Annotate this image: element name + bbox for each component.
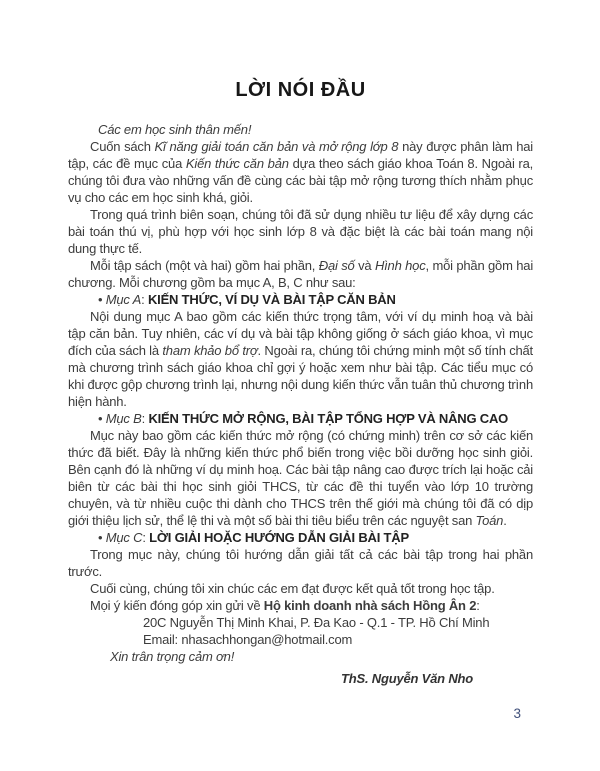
section-b-heading: [68, 410, 533, 427]
paragraph-contact: [68, 597, 533, 614]
paragraph-intro: [68, 138, 533, 206]
bullet-icon: •: [98, 292, 106, 307]
section-c-body: Trong mục này, chúng tôi hướng dẫn giải tất cả các bài tập trong hai phần trước.: [68, 547, 533, 579]
thanks-line: Xin trân trọng cảm ơn!: [110, 649, 235, 664]
section-a-heading: [68, 291, 533, 308]
paragraph-closing: Cuối cùng, chúng tôi xin chúc các em đạt được kết quả tốt trong học tập.: [90, 581, 495, 596]
publisher-name: Hộ kinh doanh nhà sách Hồng Ân 2: [263, 598, 477, 613]
emphasis-run: tham khảo bổ trợ: [162, 343, 258, 358]
section-a-label: Mục A: [105, 292, 142, 307]
page-title: LỜI NÓI ĐẦU: [235, 79, 366, 101]
text-run: :: [141, 292, 148, 307]
text-run: Mỗi tập sách (một và hai) gồm hai phần,: [90, 258, 319, 273]
text-run: , mỗi phần gồm hai chương. Mỗi chương gồm ba mục A, B, C như sau:: [68, 258, 534, 290]
text-run: Mọi ý kiến đóng góp xin gửi về: [90, 598, 264, 613]
section-c-title: LỜI GIẢI HOẶC HƯỚNG DẪN GIẢI BÀI TẬP: [149, 530, 409, 545]
address-line: 20C Nguyễn Thị Minh Khai, P. Đa Kao - Q.1 - TP. Hồ Chí Minh: [143, 615, 490, 630]
section-b-title: KIẾN THỨC MỞ RỘNG, BÀI TẬP TỔNG HỢP VÀ NÂNG CAO: [148, 411, 509, 426]
geometry-part-run: Hình học: [374, 258, 426, 273]
paragraph-process: Trong quá trình biên soạn, chúng tôi đã sử dụng nhiều tư liệu để xây dựng các bài toán thú vị, phù hợp với học sinh lớp 8 và đặc biệt là các bài toán mang nội dung thực tế.: [68, 207, 533, 256]
text-run: này được phân làm hai tập, các đề mục của: [68, 139, 533, 171]
text-run: dựa theo sách giáo khoa Toán 8. Ngoài ra, chúng tôi đưa vào những vấn đề cùng các bài tập mở rộng tương thích nhằm phục vụ cho các em học sinh khá, giỏi.: [68, 156, 534, 205]
author-signature: ThS. Nguyễn Văn Nho: [341, 671, 473, 686]
text-run: Nội dung mục A bao gồm các kiến thức trọng tâm, với ví dụ minh hoạ và bài tập căn bản. Tuy nhiên, các ví dụ và bài tập không giống ở sách giáo khoa, vì mục đích của sách là: [68, 309, 533, 358]
text-run: .: [503, 513, 507, 528]
text-run: và: [354, 258, 375, 273]
section-a-title: KIẾN THỨC, VÍ DỤ VÀ BÀI TẬP CĂN BẢN: [147, 292, 396, 307]
section-c-heading: [68, 529, 533, 546]
paragraph-structure: [68, 257, 533, 291]
greeting-line: Các em học sinh thân mến!: [98, 122, 252, 137]
text-run: Cuốn sách: [90, 139, 155, 154]
text-run: Mục này bao gồm các kiến thức mở rộng (có chứng minh) trên cơ sở các kiến thức đã biết. Đây là những kiến thức phổ biến trong việc bồi dưỡng học sinh giỏi. Bên cạnh đó là những ví dụ minh hoạ. Các bài tập nâng cao được trích lại hoặc cải biên từ các bài thi học sinh giỏi THCS, từ các đề thi tuyển vào lớp 10 trường chuyên, và từ nhiều cuộc thi dành cho THCS trên thế giới mà chúng tôi đã có dịp giới thiệu lịch sử, thể lệ thi và một số bài thi tiêu biểu trên các nguyệt san: [68, 428, 533, 528]
email-line: Email: nhasachhongan@hotmail.com: [143, 632, 353, 647]
magazine-name-run: Toán: [475, 513, 504, 528]
text-run: :: [142, 530, 150, 545]
section-name-run: Kiến thức căn bản: [185, 156, 289, 171]
text-run: :: [141, 411, 149, 426]
algebra-part-run: Đại số: [318, 258, 355, 273]
section-a-body: [68, 308, 533, 410]
text-run: :: [476, 598, 480, 613]
section-b-body: [68, 427, 533, 529]
section-c-label: Mục C: [105, 530, 143, 545]
page-number: 3: [513, 706, 521, 721]
text-run: . Ngoài ra, chúng tôi chứng minh một số tính chất mà chương trình sách giáo khoa chỉ gợi ý hoặc xem như bài tập. Các tiểu mục có khi được gộp chương trình lại, nhưng nội dung kiến thức vẫn tuân thủ chương trình hiện hành.: [68, 343, 533, 409]
section-b-label: Mục B: [105, 411, 142, 426]
bullet-icon: •: [98, 530, 106, 545]
book-title-run: Kĩ năng giải toán căn bản và mở rộng lớp 8: [154, 139, 399, 154]
bullet-icon: •: [98, 411, 106, 426]
